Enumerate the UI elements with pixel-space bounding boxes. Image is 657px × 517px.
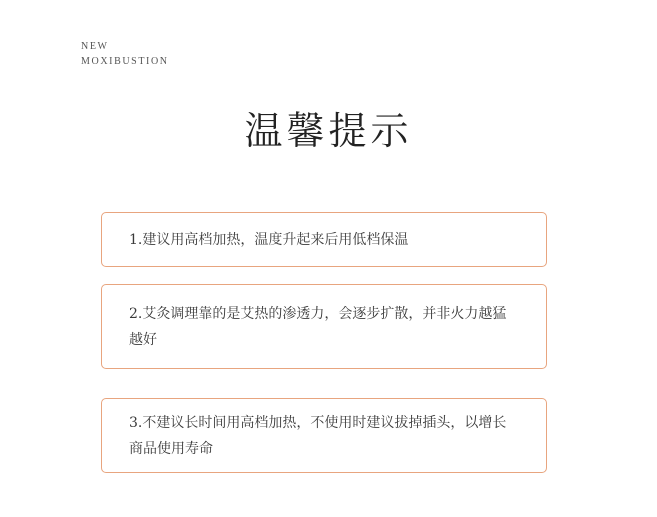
tip-card-3	[101, 398, 547, 473]
tip-text-3: 3.不建议长时间用高档加热，不使用时建议拔掉插头，以增长商品使用寿命	[129, 414, 507, 457]
brand-line-moxibustion: MOXIBUSTION	[81, 56, 169, 67]
tip-text-1: 1.建议用高档加热，温度升起来后用低档保温	[129, 231, 409, 248]
brand-line-new: NEW	[81, 41, 109, 52]
tip-card-2	[101, 284, 547, 369]
tip-card-1	[101, 212, 547, 267]
page-title: 温馨提示	[244, 109, 413, 153]
brand-label	[81, 39, 169, 69]
tip-text-2: 2.艾灸调理靠的是艾热的渗透力，会逐步扩散，并非火力越猛越好	[129, 305, 507, 348]
